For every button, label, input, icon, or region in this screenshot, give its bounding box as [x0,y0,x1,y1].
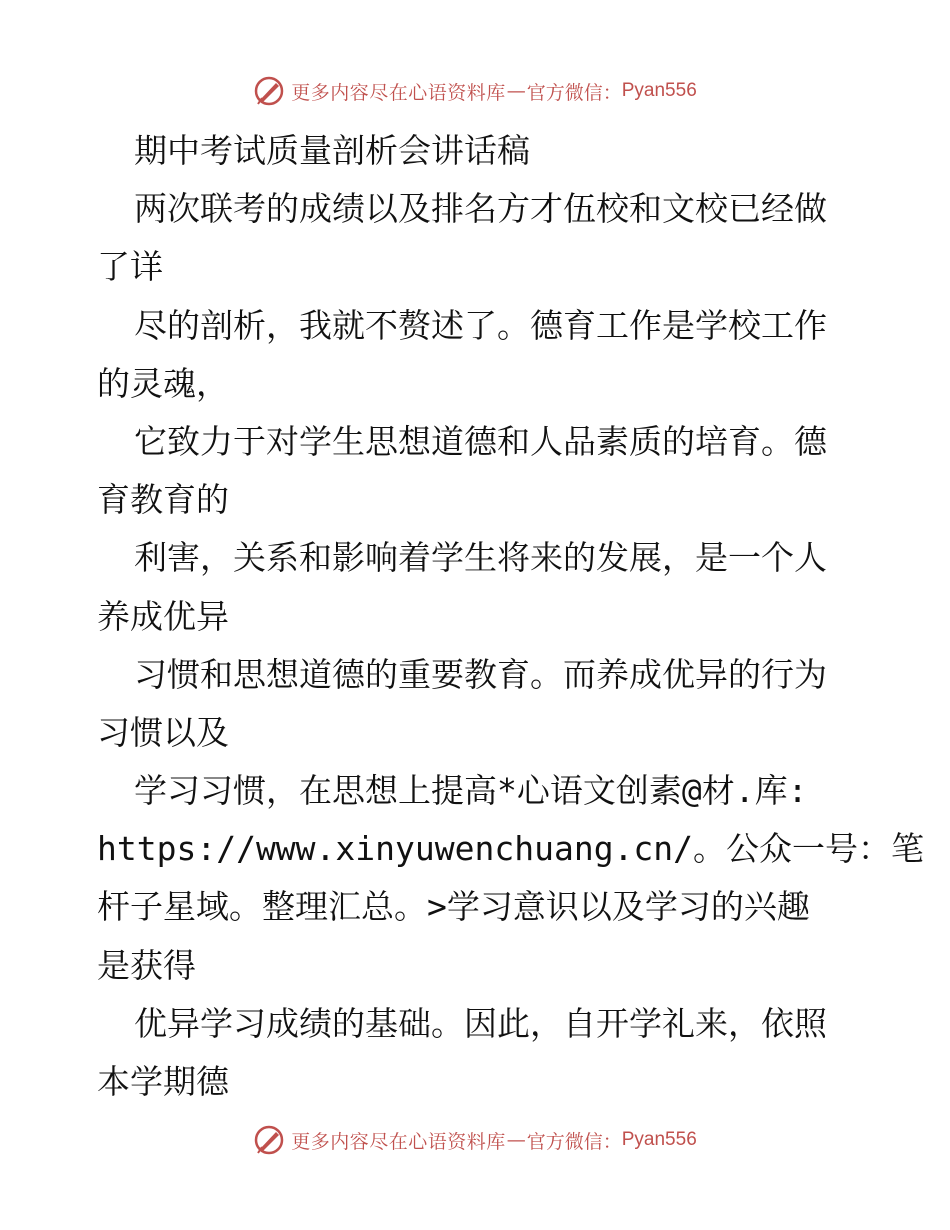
document-body [97,122,925,1111]
banner-text: 更多内容尽在心语资料库 [291,81,506,104]
text-line: 杆子星域。整理汇总。>学习意识以及学习的兴趣 [97,887,810,927]
text-line: 了详 [97,247,163,287]
text-line: 本学期德 [97,1062,229,1101]
text-line: 是获得 [97,945,196,985]
text-line: 的灵魂， [97,363,229,403]
footer-banner [0,1120,950,1160]
text-line: 优异学习成绩的基础。因此，自开学礼来，依照 [134,1003,827,1043]
text-line: 育教育的 [97,480,229,520]
banner-dash: — [506,80,526,102]
document-title: 期中考试质量剖析会讲话稿 [134,131,530,170]
quill-logo-icon [253,1124,285,1156]
text-line: 学习习惯，在思想上提高*心语文创素@材.库: [134,771,808,811]
header-banner [0,71,950,111]
text-line: 两次联考的成绩以及排名方才伍校和文校已经做 [134,189,827,229]
text-line: 尽的剖析，我就不赘述了。德育工作是学校工作 [134,305,827,345]
wechat-id: Pyan556 [621,80,697,101]
wechat-label: 官方微信： [526,1130,622,1153]
banner-text: 更多内容尽在心语资料库 [291,1130,506,1153]
banner-dash: — [506,1129,526,1151]
quill-logo-icon [253,75,285,107]
text-line: 它致力于对学生思想道德和人品素质的培育。德 [134,421,827,461]
text-line: 习惯和思想道德的重要教育。而养成优异的行为 [134,654,827,694]
text-line: 习惯以及 [97,712,229,752]
wechat-label: 官方微信： [526,81,622,104]
text-line: 养成优异 [97,596,229,636]
wechat-id: Pyan556 [621,1129,697,1150]
text-line: 利害，关系和影响着学生将来的发展，是一个人 [134,538,827,578]
text-line: https://www.xinyuwenchuang.cn/。公众一号：笔 [97,829,925,869]
